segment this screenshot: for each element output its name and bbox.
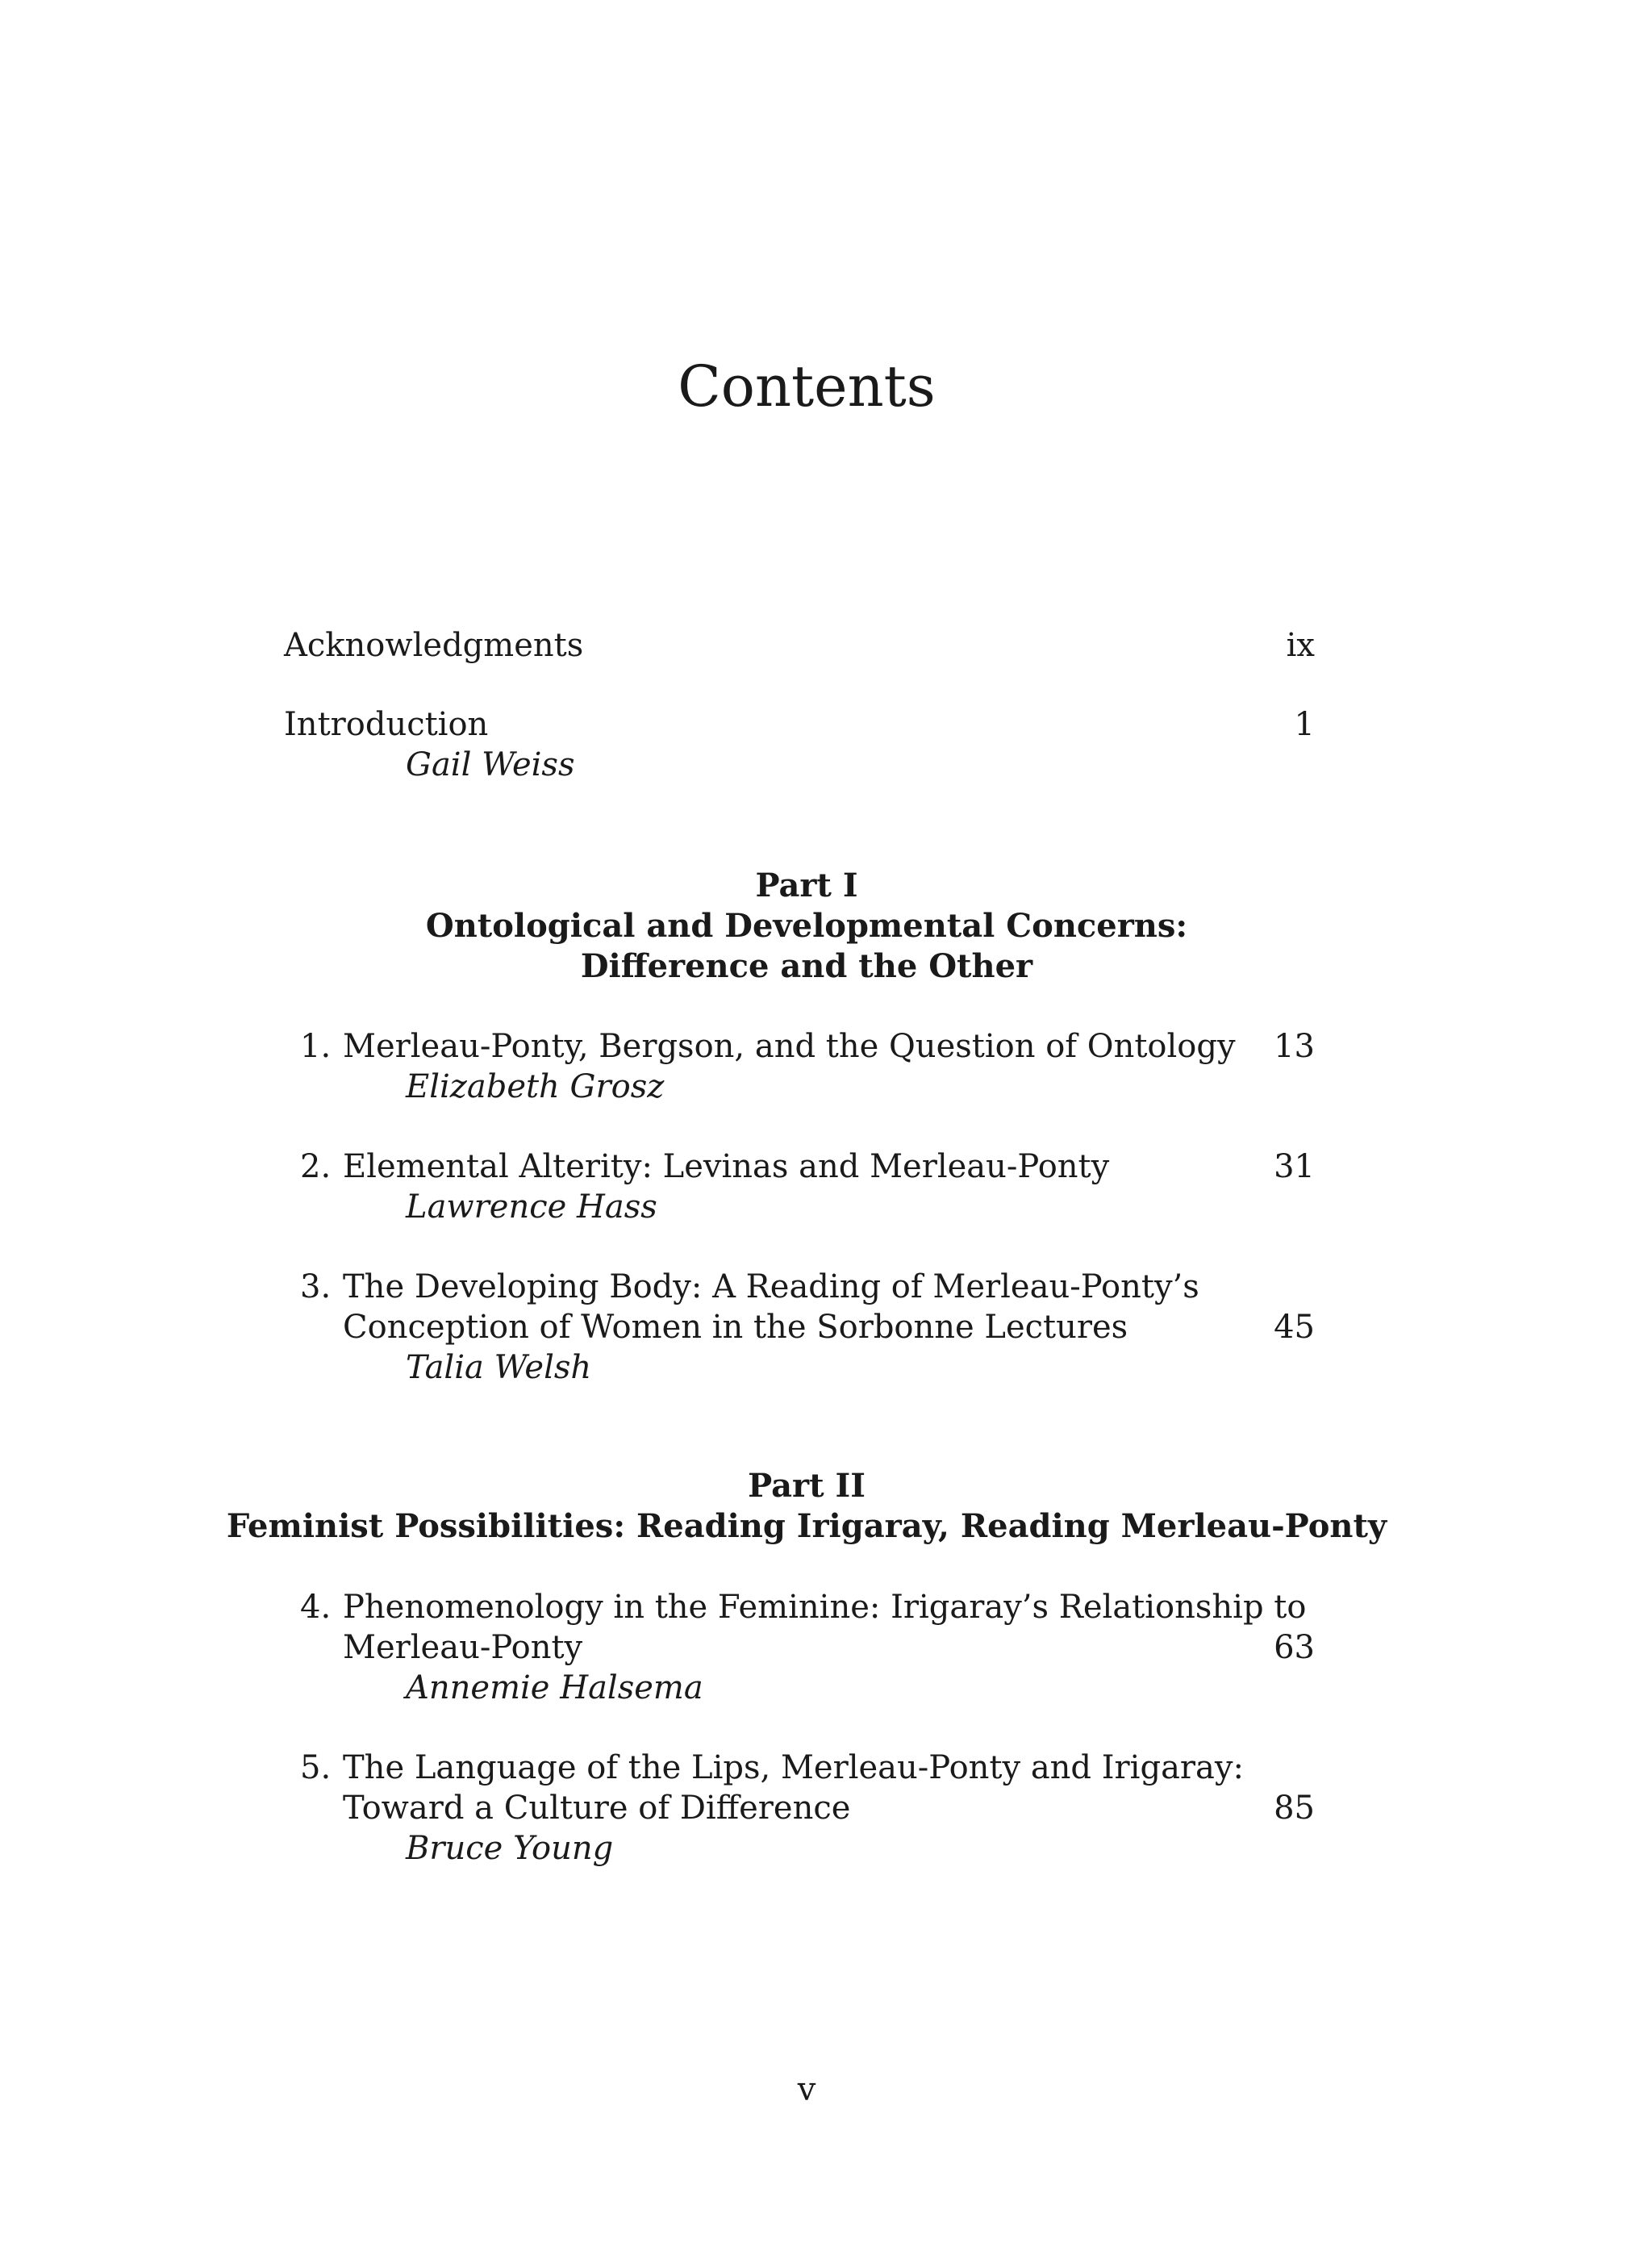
page-folio: v <box>797 2071 816 2108</box>
toc-entry-chapter-5[interactable] <box>0 1748 1631 1788</box>
toc-entry-chapter-3-line-2[interactable] <box>0 1307 1631 1347</box>
part-2-heading <box>0 1466 1613 1547</box>
part-title-line: Difference and the Other <box>580 947 1033 985</box>
page-number: 1 <box>1294 706 1315 743</box>
page-number: 31 <box>1274 1148 1315 1185</box>
chapter-title: Merleau-Ponty, Bergson, and the Question of Ontology <box>343 1028 1236 1065</box>
chapter-number: 1. <box>300 1028 332 1065</box>
chapter-author: Elizabeth Grosz <box>406 1068 665 1105</box>
part-title-line: Feminist Possibilities: Reading Irigaray, Reading Merleau-Ponty <box>226 1507 1387 1545</box>
entry-author-row <box>0 1187 1631 1227</box>
toc-entry-introduction[interactable] <box>0 704 1631 745</box>
toc-entry-chapter-3[interactable] <box>0 1267 1631 1307</box>
toc-entry-chapter-5-line-2[interactable] <box>0 1788 1631 1828</box>
toc-entry-acknowledgments[interactable] <box>0 625 1631 666</box>
page-number: 45 <box>1274 1309 1315 1346</box>
chapter-author: Bruce Young <box>406 1830 614 1867</box>
chapter-title: Phenomenology in the Feminine: Irigaray’s Relationship to <box>343 1589 1307 1626</box>
part-label: Part I <box>755 867 858 904</box>
toc-entry-chapter-4[interactable] <box>0 1587 1631 1627</box>
page-number: ix <box>1286 627 1315 664</box>
page-number: 85 <box>1274 1790 1315 1827</box>
toc-entry-chapter-1[interactable] <box>0 1026 1631 1067</box>
entry-author: Gail Weiss <box>406 746 575 783</box>
chapter-number: 2. <box>300 1148 332 1185</box>
chapter-title: The Developing Body: A Reading of Merleau-Ponty’s <box>343 1268 1199 1305</box>
chapter-author: Annemie Halsema <box>406 1669 703 1706</box>
chapter-title: Toward a Culture of Difference <box>343 1790 851 1827</box>
chapter-title: Conception of Women in the Sorbonne Lectures <box>343 1309 1128 1346</box>
page-number: 63 <box>1274 1629 1315 1666</box>
entry-author-row <box>0 1067 1631 1107</box>
part-label: Part II <box>748 1467 866 1505</box>
toc-entry-chapter-2[interactable] <box>0 1147 1631 1187</box>
chapter-title: The Language of the Lips, Merleau-Ponty and Irigaray: <box>343 1749 1244 1786</box>
chapter-number: 4. <box>300 1589 332 1626</box>
entry-author-row <box>0 1347 1631 1388</box>
chapter-title: Elemental Alterity: Levinas and Merleau-Ponty <box>343 1148 1110 1185</box>
entry-title: Introduction <box>284 706 489 743</box>
chapter-title: Merleau-Ponty <box>343 1629 583 1666</box>
entry-author-row <box>0 1828 1631 1869</box>
page-title: Contents <box>678 353 936 420</box>
entry-title: Acknowledgments <box>284 627 584 664</box>
entry-author-row <box>0 1668 1631 1708</box>
chapter-author: Lawrence Hass <box>406 1188 657 1226</box>
entry-author-row <box>0 745 1631 785</box>
chapter-number: 3. <box>300 1268 332 1305</box>
page-number: 13 <box>1274 1028 1315 1065</box>
toc-entry-chapter-4-line-2[interactable] <box>0 1627 1631 1668</box>
part-1-heading <box>0 866 1613 987</box>
chapter-author: Talia Welsh <box>406 1349 592 1386</box>
chapter-number: 5. <box>300 1749 332 1786</box>
part-title-line: Ontological and Developmental Concerns: <box>425 907 1188 945</box>
